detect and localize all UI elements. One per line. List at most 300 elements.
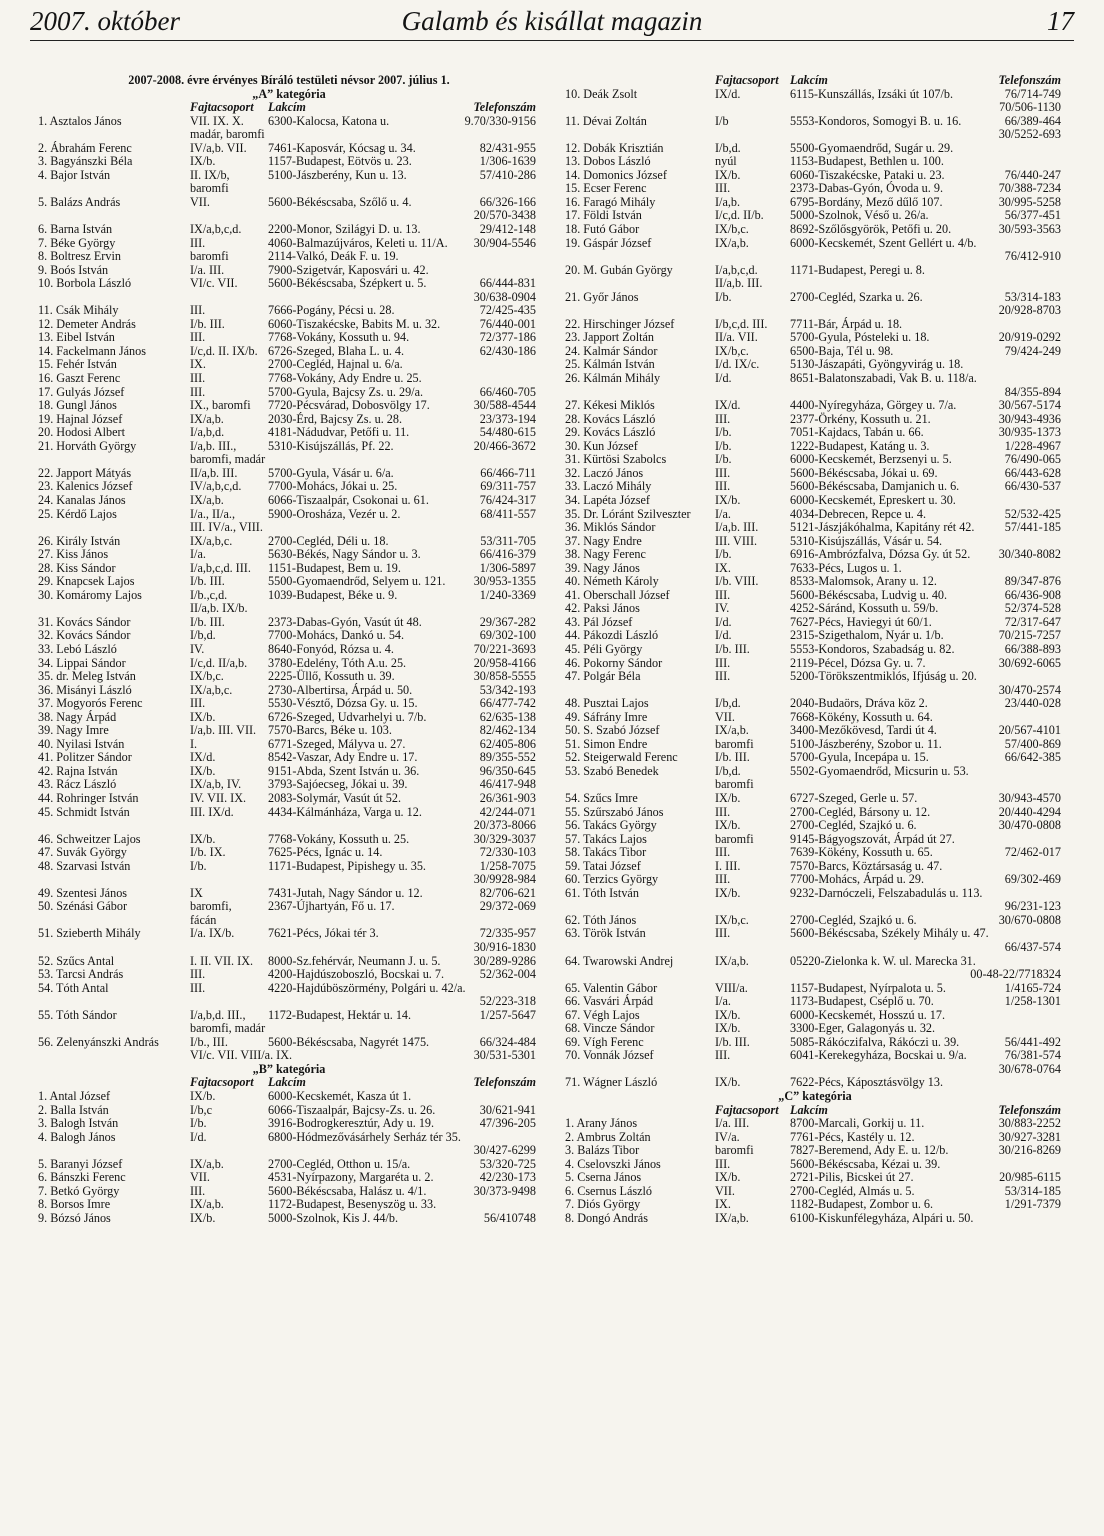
breed-group: baromfi [715, 777, 754, 792]
address: 5121-Jászjákóhalma, Kapitány rét 42. [790, 520, 975, 535]
list-item [565, 1117, 1065, 1131]
list-item [565, 440, 1065, 454]
category-heading: „C” kategória [778, 1089, 852, 1104]
address: 7627-Pécs, Haviegyi út 60/1. [790, 614, 932, 629]
address: 4220-Hajdúböszörmény, Polgári u. 42/a. [268, 980, 466, 995]
judge-name: 49. Sáfrány Imre [565, 709, 648, 724]
address: 5100-Jászberény, Kun u. 13. [268, 167, 407, 182]
phone-number: 96/350-645 [479, 763, 536, 778]
judge-name: 51. Szieberth Mihály [38, 926, 141, 941]
breed-group: IX/b. [715, 167, 741, 182]
list-item [565, 453, 1065, 467]
breed-group: I/a. [715, 506, 731, 521]
breed-group: IX., baromfi [190, 398, 251, 413]
judge-name: 71. Wágner László [565, 1075, 658, 1090]
judge-name: 17. Földi István [565, 208, 642, 223]
breed-group: IX/a,b, IV. [190, 777, 242, 792]
breed-group: IX/a,b. [715, 1210, 749, 1225]
address: 7768-Vokány, Kossuth u. 25. [268, 831, 410, 846]
judge-name: 3. Balogh István [38, 1116, 119, 1131]
phone-number: 52/362-004 [479, 967, 536, 982]
phone-number: 69/302-469 [1004, 872, 1061, 887]
list-item [38, 1009, 540, 1023]
address: 1172-Budapest, Hektár u. 14. [268, 1007, 412, 1022]
phone-number: 20/958-4166 [473, 655, 536, 670]
phone-number: 30/678-0764 [998, 1061, 1061, 1076]
breed-group: I/b.,c,d. [190, 587, 228, 602]
list-item [565, 792, 1065, 806]
breed-group: IX. [190, 357, 206, 372]
phone-number: 66/326-166 [479, 194, 536, 209]
address: 05220-Zielonka k. W. ul. Marecka 31. [790, 953, 976, 968]
breed-group: IX/b,c. [190, 669, 224, 684]
breed-group: IX/a,b. [190, 1197, 224, 1212]
list-item [565, 413, 1065, 427]
phone-number: 54/480-615 [479, 425, 536, 440]
list-item [565, 331, 1065, 345]
phone-number: 66/436-908 [1004, 587, 1061, 602]
judge-name: 18. Gungl János [38, 398, 117, 413]
phone-number: 76/412-910 [1004, 249, 1061, 264]
breed-group: I/b. III. [715, 1034, 750, 1049]
breed-group: IX/b. [715, 1007, 741, 1022]
address: 6000-Kecskemét, Kasza út 1. [268, 1089, 412, 1104]
list-item [565, 548, 1065, 562]
judge-name: 5. Cserna János [565, 1170, 642, 1185]
list-item [565, 480, 1065, 494]
address: 4252-Sáránd, Kossuth u. 59/b. [790, 601, 939, 616]
judge-name: 17. Gulyás József [38, 384, 125, 399]
breed-group: I/b. III. [190, 574, 225, 589]
address: 1171-Budapest, Pipishegy u. 35. [268, 858, 426, 873]
phone-number: 53/314-185 [1004, 1183, 1061, 1198]
list-item [565, 1131, 1065, 1145]
address: 4200-Hajdúszoboszló, Bocskai u. 7. [268, 967, 445, 982]
judge-name: 1. Arany János [565, 1116, 638, 1131]
address: 2114-Valkó, Deák F. u. 19. [268, 249, 399, 264]
breed-group: I/a,b. [715, 194, 741, 209]
breed-group: I/b. [190, 858, 207, 873]
list-item [565, 277, 1065, 291]
address: 3300-Eger, Galagonyás u. 32. [790, 1021, 936, 1036]
phone-number: 1/291-7379 [1004, 1197, 1061, 1212]
breed-group: I/d. [715, 614, 732, 629]
phone-number: 76/424-317 [479, 492, 536, 507]
list-item [38, 331, 540, 345]
list-item [38, 657, 540, 671]
breed-group: I/b. III. [190, 614, 225, 629]
address: 4181-Nádudvar, Petőfi u. 11. [268, 425, 410, 440]
judge-name: 21. Horváth György [38, 438, 137, 453]
judge-name: 61. Tóth István [565, 885, 639, 900]
judge-name: 39. Nagy Imre [38, 723, 109, 738]
breed-group: II/a,b. III. [190, 465, 238, 480]
phone-number: Telefonszám [998, 1102, 1061, 1117]
address: 6726-Szeged, Blaha L. u. 4. [268, 343, 405, 358]
phone-number: 70/506-1130 [999, 100, 1061, 115]
judge-name: 2. Balla István [38, 1102, 109, 1117]
phone-number: 70/215-7257 [998, 628, 1061, 643]
list-item [565, 562, 1065, 576]
phone-number: 1/257-5647 [479, 1007, 536, 1022]
judge-name: 29. Kovács László [565, 425, 656, 440]
breed-group: I/c,d. II/a,b. [190, 655, 248, 670]
breed-group: IV/a,b,c,d. [190, 479, 242, 494]
list-item [38, 575, 540, 589]
address: 7622-Pécs, Káposztásvölgy 13. [790, 1075, 943, 1090]
judge-name: 54. Tóth Antal [38, 980, 109, 995]
breed-group: IX/a,b. [190, 492, 224, 507]
judge-name: 46. Schweitzer Lajos [38, 831, 141, 846]
list-item [565, 209, 1065, 223]
address: 7461-Kaposvár, Kócsag u. 34. [268, 140, 416, 155]
list-item [565, 602, 1065, 616]
breed-group: IX/b. [715, 885, 741, 900]
phone-number: 72/335-957 [479, 926, 536, 941]
list-item [38, 697, 540, 711]
list-item [565, 765, 1065, 779]
phone-number: 53/311-705 [480, 533, 536, 548]
list-item [38, 250, 540, 264]
breed-group: III. [715, 411, 731, 426]
list-item [565, 535, 1065, 549]
phone-number: 30/943-4936 [998, 411, 1061, 426]
list-item [565, 1009, 1065, 1023]
left-column [38, 74, 540, 1225]
phone-number: 69/311-757 [480, 479, 536, 494]
list-item [38, 128, 540, 142]
phone-number: 30/670-0808 [998, 912, 1061, 927]
judge-name: 67. Végh Lajos [565, 1007, 640, 1022]
list-item [38, 277, 540, 291]
address: 2373-Dabas-Gyón, Vasút út 48. [268, 614, 422, 629]
phone-number: 66/430-537 [1004, 479, 1061, 494]
breed-group: Fajtacsoport [190, 100, 254, 115]
phone-number: 66/388-893 [1004, 641, 1061, 656]
breed-group: IX/b. [190, 154, 216, 169]
list-item [38, 968, 540, 982]
judge-name: 4. Balogh János [38, 1129, 116, 1144]
list-item [565, 291, 1065, 305]
judge-name: 5. Balázs András [38, 194, 121, 209]
address: Lakcím [790, 73, 828, 87]
breed-group: baromfi [715, 736, 754, 751]
judge-name: 11. Csák Mihály [38, 303, 119, 318]
address: 5553-Kondoros, Szabadság u. 82. [790, 641, 955, 656]
list-item [565, 670, 1065, 684]
judge-name: 66. Vasvári Árpád [565, 994, 654, 1009]
list-item [38, 1036, 540, 1050]
judge-name: 8. Borsos Imre [38, 1197, 111, 1212]
judge-name: 69. Vígh Ferenc [565, 1034, 644, 1049]
judge-name: 60. Terzics György [565, 872, 659, 887]
address: 3793-Sajóecseg, Jókai u. 39. [268, 777, 408, 792]
address: 2373-Dabas-Gyón, Óvoda u. 9. [790, 181, 943, 196]
phone-number: 70/388-7234 [998, 181, 1061, 196]
list-item [38, 1198, 540, 1212]
judge-name: 38. Nagy Árpád [38, 709, 117, 724]
list-item [38, 927, 540, 941]
breed-group: III. [715, 655, 731, 670]
list-item [38, 1185, 540, 1199]
judge-name: 6. Bánszki Ferenc [38, 1170, 126, 1185]
address: 2200-Monor, Szilágyi D. u. 13. [268, 222, 421, 237]
list-item [38, 345, 540, 359]
address: 5600-Békéscsaba, Jókai u. 69. [790, 465, 938, 480]
phone-number: 62/430-186 [479, 343, 536, 358]
address: 5700-Gyula, Bajcsy Zs. u. 29/a. [268, 384, 424, 399]
breed-group: IX. [715, 560, 731, 575]
breed-group: II/a,b. IX/b. [190, 601, 248, 616]
judge-name: 50. S. Szabó József [565, 723, 660, 738]
breed-group: IX/a,b,c. [190, 682, 233, 697]
address: 2040-Budaörs, Dráva köz 2. [790, 696, 928, 711]
address: 6000-Kecskemét, Berzsenyi u. 5. [790, 452, 952, 467]
judge-name: 5. Baranyi József [38, 1156, 123, 1171]
list-item [38, 508, 540, 522]
breed-group: III. IV/a., VIII. [190, 520, 263, 535]
judge-name: 4. Bajor István [38, 167, 111, 182]
phone-number: 20/919-0292 [998, 330, 1061, 345]
judge-name: 37. Nagy Endre [565, 533, 642, 548]
phone-number: 89/355-552 [479, 750, 536, 765]
address: 1172-Budapest, Besenyszög u. 33. [268, 1197, 437, 1212]
address: 6500-Baja, Tél u. 98. [790, 343, 894, 358]
address: 1171-Budapest, Peregi u. 8. [790, 262, 925, 277]
breed-group: III. [715, 804, 731, 819]
judge-name: 1. Asztalos János [38, 113, 122, 128]
judge-name: 24. Kanalas János [38, 492, 126, 507]
breed-group: IX/b. [190, 709, 216, 724]
list-item [38, 386, 540, 400]
breed-group: IX/b. [715, 1021, 741, 1036]
phone-number: 30/943-4570 [998, 790, 1061, 805]
list-item [565, 372, 1065, 386]
breed-group: IX/a,b. [190, 1156, 224, 1171]
breed-group: III. [190, 303, 206, 318]
breed-group: III. [715, 465, 731, 480]
phone-number: 72/317-647 [1004, 614, 1061, 629]
address: 8533-Malomsok, Arany u. 12. [790, 574, 937, 589]
breed-group: I/b,d. [715, 763, 741, 778]
breed-group: VII. [190, 194, 210, 209]
address: 2119-Pécel, Dózsa Gy. u. 7. [790, 655, 926, 670]
list-item [565, 250, 1065, 264]
phone-number: 30/953-1355 [473, 574, 536, 589]
judge-name: 42. Rajna István [38, 763, 118, 778]
list-item [565, 833, 1065, 847]
phone-number: 76/381-574 [1004, 1048, 1061, 1063]
address: 7668-Kökény, Kossuth u. 64. [790, 709, 933, 724]
judge-name: 27. Kiss János [38, 547, 109, 562]
judge-name: 48. Szarvasi István [38, 858, 131, 873]
judge-name: 44. Pákozdi László [565, 628, 659, 643]
address: 1157-Budapest, Eötvös u. 23. [268, 154, 412, 169]
phone-number: 82/706-621 [479, 885, 536, 900]
judge-name: 6. Barna István [38, 222, 113, 237]
list-item [38, 873, 540, 887]
address: 2700-Cegléd, Szajkó u. 6. [790, 912, 917, 927]
magazine-title: Galamb és kisállat magazin [401, 6, 703, 36]
judge-name: 28. Kiss Sándor [38, 560, 116, 575]
address: 1157-Budapest, Nyírpalota u. 5. [790, 980, 946, 995]
breed-group: IX/b,c. [715, 343, 749, 358]
breed-group: I/b. [715, 452, 732, 467]
list-item [565, 643, 1065, 657]
list-item [565, 1185, 1065, 1199]
phone-number: 66/466-711 [480, 465, 536, 480]
address: 6066-Tiszaalpár, Bajcsy-Zs. u. 26. [268, 1102, 436, 1117]
list-item [38, 941, 540, 955]
list-item [565, 1171, 1065, 1185]
breed-group: baromfi [190, 249, 229, 264]
breed-group: III. VIII. [715, 533, 758, 548]
judge-name: 31. Kovács Sándor [38, 614, 131, 629]
list-item [565, 724, 1065, 738]
breed-group: III. [715, 1156, 731, 1171]
breed-group: IX. [715, 1197, 731, 1212]
list-item [38, 494, 540, 508]
phone-number: 29/367-282 [479, 614, 536, 629]
address: 2700-Cegléd, Bársony u. 12. [790, 804, 931, 819]
list-item [565, 1076, 1065, 1090]
list-item [565, 399, 1065, 413]
address: 1153-Budapest, Bethlen u. 100. [790, 154, 944, 169]
phone-number: 30/340-8082 [998, 547, 1061, 562]
phone-number: 46/417-948 [479, 777, 536, 792]
address: 2367-Újhartyán, Fő u. 17. [268, 899, 395, 914]
list-item [38, 467, 540, 481]
breed-group: IX/b. [715, 790, 741, 805]
list-item [565, 196, 1065, 210]
list-item [565, 88, 1065, 102]
breed-group: III. [190, 696, 206, 711]
judge-name: 19. Hajnal József [38, 411, 123, 426]
judge-name: 11. Dévai Zoltán [565, 113, 647, 128]
list-item [38, 1144, 540, 1158]
judge-name: 33. Lebó László [38, 641, 117, 656]
phone-number: 30/935-1373 [998, 425, 1061, 440]
judge-name: 10. Deák Zsolt [565, 86, 638, 101]
breed-group: IX/b,c. [715, 222, 749, 237]
phone-number: 30/927-3281 [998, 1129, 1061, 1144]
phone-number: 30/904-5546 [473, 235, 536, 250]
breed-group: II/a. VII. [715, 330, 758, 345]
breed-group: IX/b. [715, 818, 741, 833]
address: 4400-Nyíregyháza, Görgey u. 7/a. [790, 398, 957, 413]
list-item [38, 1104, 540, 1118]
address: 5310-Kisújszállás, Vásár u. 54. [790, 533, 943, 548]
list-item [38, 1171, 540, 1185]
judge-name: 56. Takács György [565, 818, 657, 833]
breed-group: III. [715, 845, 731, 860]
list-item [38, 196, 540, 210]
breed-group: III. [190, 330, 206, 345]
breed-group: I/b. [190, 1116, 207, 1131]
list-item [38, 413, 540, 427]
address: 7700-Mohács, Jókai u. 25. [268, 479, 398, 494]
address: 5502-Gyomaendrőd, Micsurin u. 53. [790, 763, 969, 778]
list-item [38, 358, 540, 372]
phone-number: 76/490-065 [1004, 452, 1061, 467]
breed-group: I/b. [715, 289, 732, 304]
address: 8692-Szőlősgyörök, Petőfi u. 20. [790, 222, 952, 237]
breed-group: VII. [715, 709, 735, 724]
column-header-row [565, 74, 1065, 88]
judge-name: 36. Misányi László [38, 682, 132, 697]
breed-group: I/a,b,d. [190, 425, 225, 440]
phone-number: 72/330-103 [479, 845, 536, 860]
list-item [565, 169, 1065, 183]
page-header [30, 6, 1074, 41]
list-item [565, 521, 1065, 535]
judge-name: 9. Boós István [38, 262, 109, 277]
address: 7900-Szigetvár, Kaposvári u. 42. [268, 262, 429, 277]
breed-group: IX/a,b. [715, 235, 749, 250]
phone-number: 72/425-435 [479, 303, 536, 318]
list-item [38, 778, 540, 792]
list-item [565, 657, 1065, 671]
breed-group: IV/a. [715, 1129, 740, 1144]
judge-name: 63. Török István [565, 926, 646, 941]
judge-name: 54. Szűcs Imre [565, 790, 638, 805]
breed-group: III. [715, 669, 731, 684]
phone-number: 30/216-8269 [998, 1143, 1061, 1158]
list-item [565, 1198, 1065, 1212]
breed-group: I/b. VIII. [715, 574, 759, 589]
judge-name: 22. Japport Mátyás [38, 465, 132, 480]
phone-number: 20/440-4294 [998, 804, 1061, 819]
judge-name: 42. Paksi János [565, 601, 640, 616]
list-item [565, 778, 1065, 792]
judge-name: 37. Mogyorós Ferenc [38, 696, 143, 711]
address: 7700-Mohács, Dankó u. 54. [268, 628, 405, 643]
judge-name: 55. Tóth Sándor [38, 1007, 117, 1022]
address: 5130-Jászapáti, Gyöngyvirág u. 18. [790, 357, 964, 372]
phone-number: 66/416-379 [479, 547, 536, 562]
category-heading: „A” kategória [252, 86, 326, 101]
breed-group: I/d. IX/c. [715, 357, 760, 372]
list-item [565, 684, 1065, 698]
list-item [565, 1212, 1065, 1226]
breed-group: I/a,b. III. [715, 520, 759, 535]
judge-name: 8. Boltresz Ervin [38, 249, 121, 264]
list-item [38, 792, 540, 806]
judge-name: 18. Futó Gábor [565, 222, 640, 237]
phone-number: 30/9928-984 [473, 872, 536, 887]
judge-name: 12. Dobák Krisztián [565, 140, 664, 155]
list-item [565, 467, 1065, 481]
list-item [565, 887, 1065, 901]
address: 6795-Bordány, Mező dűlő 107. [790, 194, 943, 209]
address: 4434-Kálmánháza, Varga u. 12. [268, 804, 422, 819]
address: 5700-Gyula, Pósteleki u. 18. [790, 330, 930, 345]
judge-name: 44. Rohringer István [38, 790, 139, 805]
address: 7827-Beremend, Ady E. u. 12/b. [790, 1143, 949, 1158]
judge-name: 33. Laczó Mihály [565, 479, 652, 494]
breed-group: IX/a,b. [715, 723, 749, 738]
address: 5500-Gyomaendrőd, Selyem u. 121. [268, 574, 446, 589]
breed-group: Fajtacsoport [190, 1075, 254, 1090]
judge-name: 19. Gáspár József [565, 235, 652, 250]
list-item [38, 440, 540, 454]
phone-number: 57/441-185 [1004, 520, 1061, 535]
breed-group: IX/b. [190, 763, 216, 778]
address: 5600-Békéscsaba, Szőlő u. 4. [268, 194, 412, 209]
judge-name: 46. Pokorny Sándor [565, 655, 663, 670]
phone-number: 20/466-3672 [473, 438, 536, 453]
column-header-row [565, 1104, 1065, 1118]
